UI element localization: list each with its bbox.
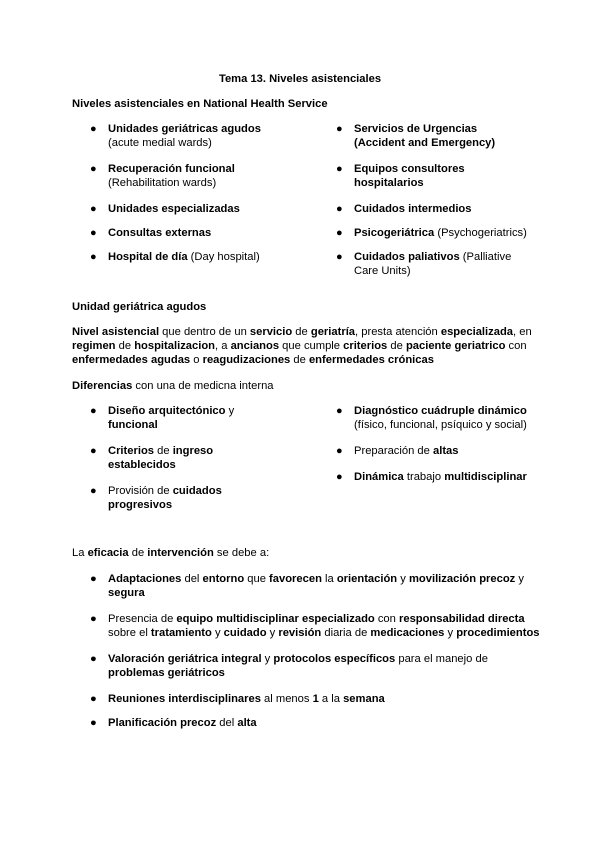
nhs-levels-right-list: [318, 122, 548, 290]
item-text: Presencia de equipo multidisciplinar especializado con responsabilidad directa sobre el tratamiento y cuidado y revisión diaria de medicaciones y procedimientos: [108, 613, 540, 639]
item-text: Criterios de ingreso establecidos: [108, 445, 214, 471]
bullet-icon: ●: [90, 203, 97, 215]
bullet-icon: ●: [336, 123, 343, 135]
item-bold: Cuidados paliativos: [354, 251, 460, 263]
item-bold: Psicogeriátrica: [354, 227, 435, 239]
item-text: Provisión de cuidados progresivos: [108, 485, 222, 511]
bullet-icon: ●: [336, 445, 343, 457]
item-text: (Day hospital): [187, 251, 260, 263]
item-bold: Recuperación funcional: [108, 163, 235, 175]
item-text: (acute medial wards): [108, 137, 212, 149]
list-item: [318, 444, 548, 458]
list-item: [72, 162, 322, 190]
bullet-icon: ●: [336, 251, 343, 263]
list-item: [72, 484, 282, 512]
differences-intro: Diferencias con una de medicna interna: [72, 380, 274, 392]
bullet-icon: ●: [90, 485, 97, 497]
item-bold: Servicios de Urgencias (Accident and Emergency): [354, 123, 496, 149]
item-text: (Palliative Care Units): [354, 251, 512, 277]
item-text: Adaptaciones del entorno que favorecen la orientación y movilización precoz y segura: [108, 573, 524, 599]
list-item: [318, 226, 548, 240]
bullet-icon: ●: [90, 573, 97, 585]
definition-paragraph: Nivel asistencial que dentro de un servicio de geriatría, presta atención especializada, en regimen de hospitalizacion, a ancianos que cumple criterios de paciente geriatrico con enfermedades agudas o reagudizaciones de enfermedades crónicas: [72, 326, 532, 366]
bullet-icon: ●: [90, 613, 97, 625]
bullet-icon: ●: [90, 717, 97, 729]
list-item: [72, 226, 322, 240]
differences-left-list: [72, 404, 282, 524]
item-text: (Rehabilitation wards): [108, 177, 217, 189]
section-heading-nhs: Niveles asistenciales en National Health Service: [72, 98, 328, 110]
item-text: (Psychogeriatrics): [434, 227, 527, 239]
list-item: [72, 716, 542, 730]
list-item: [72, 404, 282, 432]
page-title: Tema 13. Niveles asistenciales: [218, 73, 382, 85]
item-bold: Hospital de día: [108, 251, 188, 263]
list-item: [318, 250, 524, 278]
item-text: Reuniones interdisciplinares al menos 1 a la semana: [108, 693, 385, 705]
bullet-icon: ●: [336, 163, 343, 175]
efficacy-list: [72, 572, 542, 742]
list-item: [318, 404, 548, 432]
bullet-icon: ●: [336, 227, 343, 239]
item-text: Diseño arquitectónico y funcional: [108, 405, 235, 431]
list-item: [72, 202, 322, 216]
differences-right-list: [318, 404, 548, 496]
nhs-levels-left-list: [72, 122, 322, 276]
bullet-icon: ●: [336, 405, 343, 417]
list-item: [72, 612, 542, 640]
item-bold: Unidades geriátricas agudos: [108, 123, 261, 135]
item-text: Planificación precoz del alta: [108, 717, 257, 729]
item-text: Valoración geriátrica integral y protocolos específicos para el manejo de problemas geriátricos: [108, 653, 488, 679]
bullet-icon: ●: [90, 227, 97, 239]
item-bold: Equipos consultores hospitalarios: [354, 163, 465, 189]
bullet-icon: ●: [90, 693, 97, 705]
list-item: [72, 122, 322, 150]
list-item: [72, 652, 542, 680]
item-bold: Unidades especializadas: [108, 203, 240, 215]
bullet-icon: ●: [90, 123, 97, 135]
list-item: [318, 202, 548, 216]
list-item: [318, 162, 484, 190]
item-bold: Cuidados intermedios: [354, 203, 472, 215]
bullet-icon: ●: [90, 405, 97, 417]
list-item: [318, 122, 524, 150]
bullet-icon: ●: [90, 445, 97, 457]
item-text: Dinámica trabajo multidisciplinar: [354, 471, 527, 483]
item-text: Diagnóstico cuádruple dinámico (físico, funcional, psíquico y social): [354, 405, 527, 431]
list-item: [72, 444, 282, 472]
item-text: Preparación de altas: [354, 445, 459, 457]
bullet-icon: ●: [336, 471, 343, 483]
bullet-icon: ●: [90, 653, 97, 665]
list-item: [72, 572, 542, 600]
section-heading-unidad: Unidad geriátrica agudos: [72, 301, 207, 313]
efficacy-intro: La eficacia de intervención se debe a:: [72, 547, 270, 559]
list-item: [72, 250, 322, 264]
bullet-icon: ●: [336, 203, 343, 215]
bullet-icon: ●: [90, 251, 97, 263]
list-item: [318, 470, 548, 484]
bullet-icon: ●: [90, 163, 97, 175]
item-bold: Consultas externas: [108, 227, 212, 239]
list-item: [72, 692, 542, 706]
